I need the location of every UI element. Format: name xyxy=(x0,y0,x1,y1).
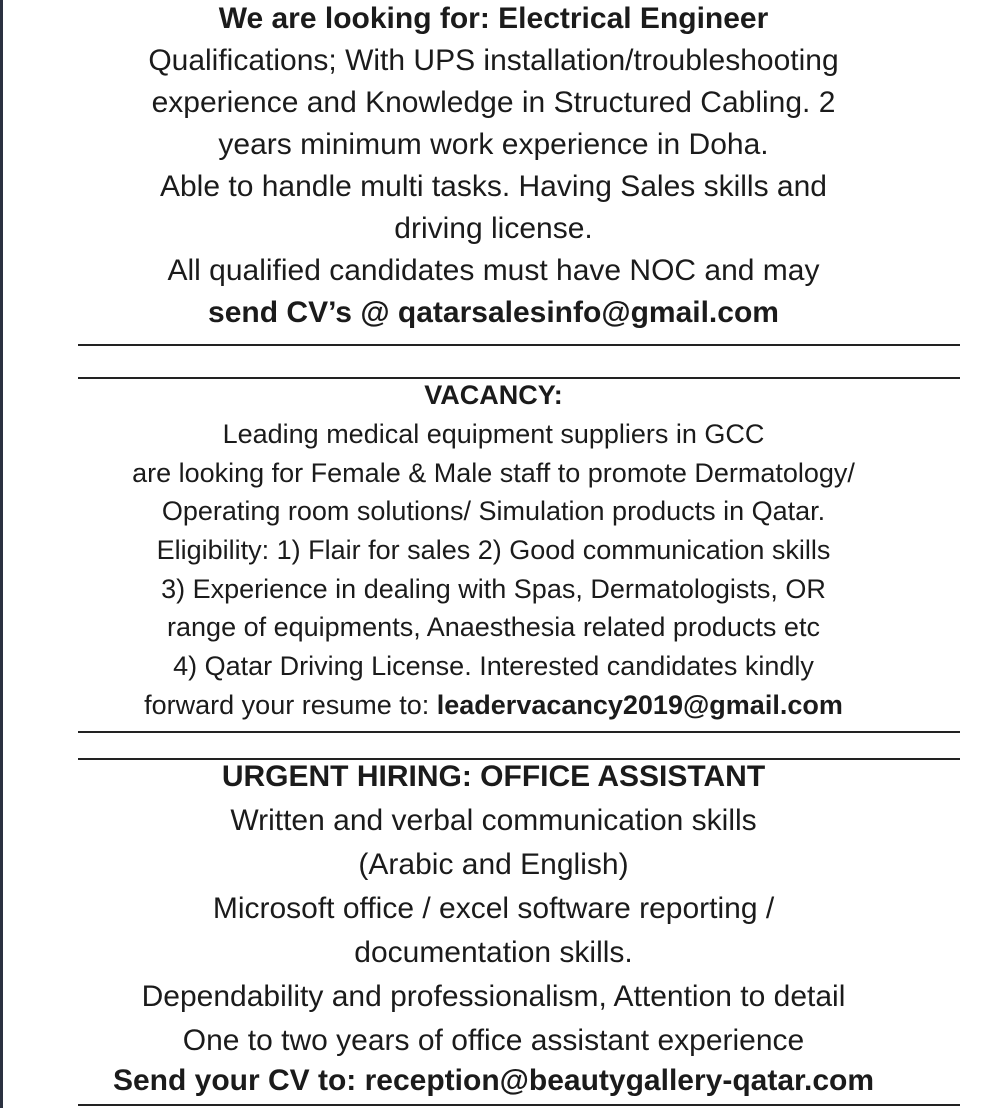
divider-1b xyxy=(78,377,960,379)
ad2-contact-email: leadervacancy2019@gmail.com xyxy=(436,690,843,720)
ad3-line-4: documentation skills. xyxy=(354,936,633,969)
ad2-title: VACANCY: xyxy=(424,380,563,410)
ad2-line-2: are looking for Female & Male staff to promote Dermatology/ xyxy=(132,458,855,488)
ad3-line-5: Dependability and professionalism, Attention to detail xyxy=(141,980,846,1013)
ad3-line-2: (Arabic and English) xyxy=(358,848,629,881)
ad1-line-2: experience and Knowledge in Structured Cabling. 2 xyxy=(151,86,836,119)
ad3-line-1: Written and verbal communication skills xyxy=(230,804,757,837)
ad1-line-1: Qualifications; With UPS installation/troubleshooting xyxy=(148,44,839,77)
divider-1a xyxy=(78,344,960,346)
ad1-line-6: All qualified candidates must have NOC and may xyxy=(167,254,820,287)
ad2-contact xyxy=(0,692,987,719)
ad1-line-4: Able to handle multi tasks. Having Sales skills and xyxy=(159,170,827,203)
ad1-contact: send CV’s @ qatarsalesinfo@gmail.com xyxy=(208,296,779,329)
ad1-line-5: driving license. xyxy=(394,212,593,245)
ad3-line-3: Microsoft office / excel software reporting / xyxy=(212,892,775,925)
divider-2a xyxy=(78,731,960,733)
ad2-line-4: Eligibility: 1) Flair for sales 2) Good communication skills xyxy=(156,535,831,565)
ad2-line-3: Operating room solutions/ Simulation products in Qatar. xyxy=(161,496,826,526)
ad2-contact-prefix: forward your resume to: xyxy=(144,690,437,720)
ad2-line-7: 4) Qatar Driving License. Interested candidates kindly xyxy=(173,651,814,681)
ad2-line-5: 3) Experience in dealing with Spas, Dermatologists, OR xyxy=(161,574,826,604)
ad1-line-3: years minimum work experience in Doha. xyxy=(218,128,769,161)
divider-3 xyxy=(78,1104,960,1106)
ad2-line-6: range of equipments, Anaesthesia related products etc xyxy=(167,612,820,642)
ad3-title: URGENT HIRING: OFFICE ASSISTANT xyxy=(221,760,766,793)
ad3-line-6: One to two years of office assistant experience xyxy=(182,1024,805,1057)
ad1-title: We are looking for: Electrical Engineer xyxy=(218,2,769,35)
ad3-contact: Send your CV to: reception@beautygallery-qatar.com xyxy=(112,1064,875,1097)
ad2-line-1: Leading medical equipment suppliers in GCC xyxy=(222,419,765,449)
